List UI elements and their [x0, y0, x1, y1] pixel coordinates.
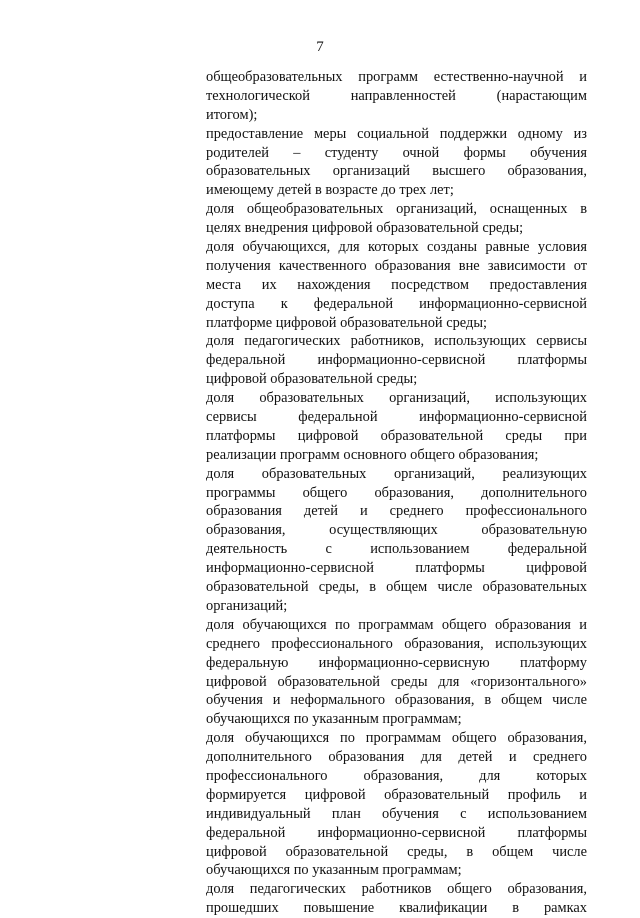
text-line: федеральную информационно-сервисную платформу	[206, 654, 587, 671]
paragraph	[206, 68, 587, 125]
text-line: деятельность с использованием федеральной	[206, 541, 587, 558]
text-line: доля педагогических работников, использующих сервисы	[206, 333, 587, 350]
text-line: цифровой образовательной среды;	[206, 371, 418, 388]
document-body	[206, 68, 587, 918]
text-line: среднего профессионального образования, использующих	[206, 635, 587, 652]
text-line: технологической направленностей (нарастающим	[206, 87, 587, 104]
text-line: обучающихся по указанным программам;	[206, 862, 462, 879]
text-line: обучающихся по указанным программам;	[206, 711, 462, 728]
paragraph	[206, 465, 587, 616]
text-line: доля педагогических работников общего образования,	[206, 881, 587, 898]
text-line: доступа к федеральной информационно-сервисной	[206, 295, 587, 312]
page-number: 7	[316, 39, 324, 55]
text-line: дополнительного образования для детей и среднего	[206, 749, 587, 766]
paragraph	[206, 616, 587, 729]
paragraph	[206, 238, 587, 332]
text-line: программы общего образования, дополнительного	[206, 484, 587, 501]
text-line: доля образовательных организаций, использующих	[206, 390, 587, 407]
text-line: прошедших повышение квалификации в рамках	[206, 900, 587, 917]
text-line: федеральной информационно-сервисной платформы	[206, 352, 587, 369]
paragraph	[206, 880, 587, 918]
text-line: реализации программ основного общего образования;	[206, 446, 539, 463]
text-line: информационно-сервисной платформы цифровой	[206, 560, 587, 577]
text-line: образовательных организаций высшего образования,	[206, 163, 587, 180]
text-line: получения качественного образования вне зависимости от	[206, 257, 587, 274]
text-line: профессионального образования, для которых	[206, 767, 587, 784]
text-line: предоставление меры социальной поддержки одному из	[206, 125, 587, 142]
text-line: родителей – студенту очной формы обучения	[206, 144, 587, 161]
text-line: организаций;	[206, 597, 288, 614]
text-line: целях внедрения цифровой образовательной среды;	[206, 220, 524, 237]
text-line: формируется цифровой образовательный профиль и	[206, 786, 587, 803]
text-line: платформе цифровой образовательной среды;	[206, 314, 487, 331]
text-line: образовательной среды, в общем числе образовательных	[206, 579, 587, 596]
text-line: сервисы федеральной информационно-сервисной	[206, 409, 587, 426]
text-line: обучения и неформального образования, в общем числе	[206, 692, 587, 709]
paragraph	[206, 332, 587, 389]
text-line: места их нахождения посредством предоставления	[206, 276, 587, 293]
paragraph	[206, 200, 587, 238]
text-line: доля образовательных организаций, реализующих	[206, 465, 587, 482]
text-line: федеральной информационно-сервисной платформы	[206, 824, 587, 841]
text-line: цифровой образовательной среды, в общем числе	[206, 843, 587, 860]
text-line: доля общеобразовательных организаций, оснащенных в	[206, 201, 587, 218]
text-line: доля обучающихся по программам общего образования и	[206, 616, 587, 633]
paragraph	[206, 729, 587, 880]
text-line: имеющему детей в возрасте до трех лет;	[206, 182, 454, 199]
text-line: общеобразовательных программ естественно-научной и	[206, 69, 587, 85]
paragraph	[206, 125, 587, 201]
text-line: образования, осуществляющих образовательную	[206, 522, 587, 539]
text-line: цифровой образовательной среды для «горизонтального»	[206, 673, 587, 690]
text-line: платформы цифровой образовательной среды при	[206, 427, 587, 444]
text-line: образования детей и среднего профессионального	[206, 503, 587, 520]
text-line: доля обучающихся по программам общего образования,	[206, 730, 587, 747]
text-line: доля обучающихся, для которых созданы равные условия	[206, 239, 587, 256]
text-line: индивидуальный план обучения с использованием	[206, 805, 587, 822]
text-line: итогом);	[206, 106, 258, 123]
paragraph	[206, 389, 587, 465]
